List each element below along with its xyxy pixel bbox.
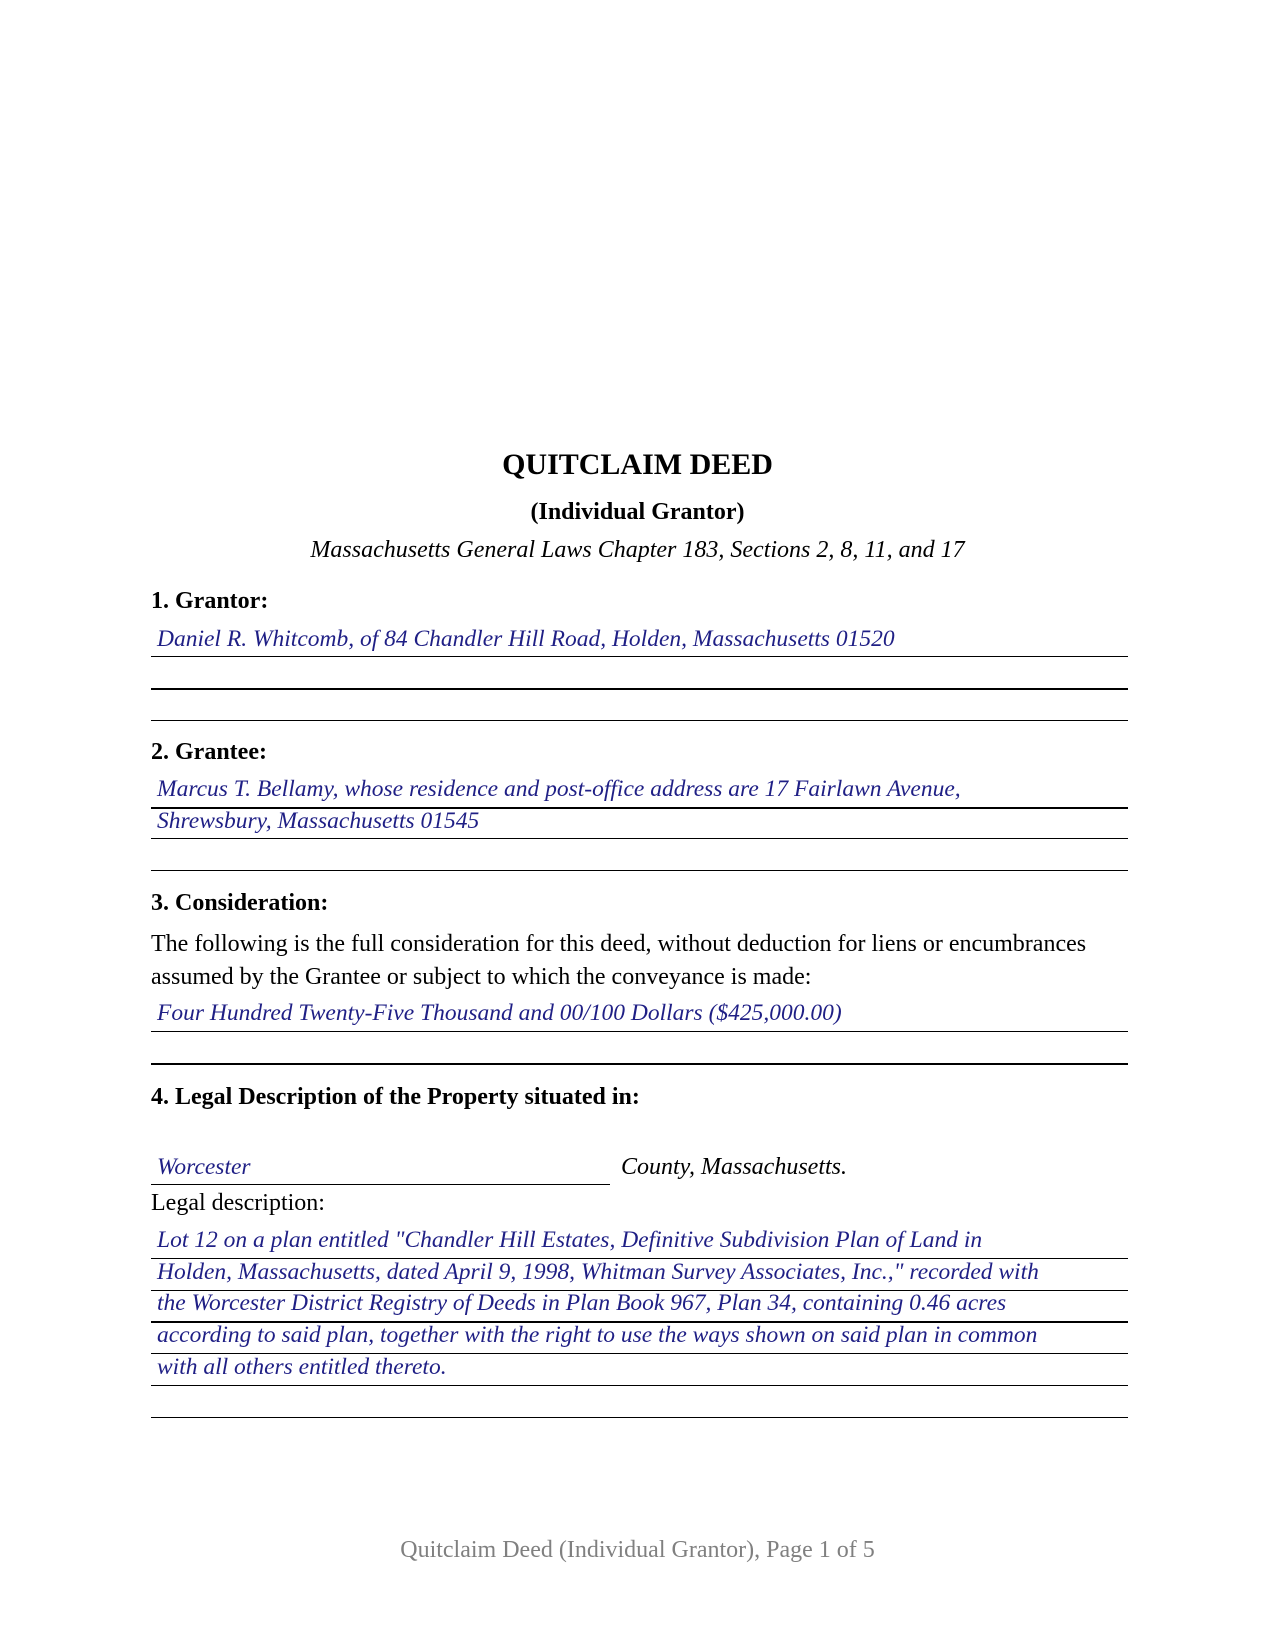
document-title: QUITCLAIM DEED: [502, 448, 773, 481]
legal-line-2: Holden, Massachusetts, dated April 9, 1998, Whitman Survey Associates, Inc.," recorded with: [157, 1259, 1039, 1285]
grantee-value-line-2: Shrewsbury, Massachusetts 01545: [157, 808, 480, 834]
grantor-line-1: [151, 656, 1128, 657]
grantor-value: Daniel R. Whitcomb, of 84 Chandler Hill Road, Holden, Massachusetts 01520: [157, 626, 895, 652]
grantee-line-3: [151, 870, 1128, 871]
county-suffix: County, Massachusetts.: [621, 1154, 847, 1180]
consideration-text: The following is the full consideration for this deed, without deduction for liens or encumbrances assumed by the Grantee or subject to which the conveyance is made:: [151, 931, 1087, 990]
legal-line-5: with all others entitled thereto.: [157, 1354, 447, 1380]
statute-reference: Massachusetts General Laws Chapter 183, Sections 2, 8, 11, and 17: [310, 537, 965, 563]
grantor-line-3: [151, 720, 1128, 721]
grantor-heading: 1. Grantor:: [151, 588, 269, 614]
legal-line-4: according to said plan, together with the right to use the ways shown on said plan in common: [157, 1322, 1038, 1348]
consideration-heading: 3. Consideration:: [151, 890, 329, 916]
county-line: [151, 1184, 610, 1185]
property-heading: 4. Legal Description of the Property situated in:: [151, 1084, 640, 1110]
legal-line-1: Lot 12 on a plan entitled "Chandler Hill Estates, Definitive Subdivision Plan of Land in: [157, 1227, 983, 1253]
document-subtitle: (Individual Grantor): [530, 499, 745, 525]
grantor-line-2: [151, 688, 1128, 690]
grantee-value-line-1: Marcus T. Bellamy, whose residence and post-office address are 17 Fairlawn Avenue,: [157, 776, 961, 802]
grantee-heading: 2. Grantee:: [151, 739, 267, 765]
consideration-line-2: [151, 1063, 1128, 1065]
legal-rule-6: [151, 1417, 1128, 1418]
legal-description-label: Legal description:: [151, 1190, 325, 1216]
county-value: Worcester: [157, 1154, 251, 1180]
consideration-line-1: [151, 1031, 1128, 1032]
grantee-line-2: [151, 838, 1128, 839]
legal-line-3: the Worcester District Registry of Deeds in Plan Book 967, Plan 34, containing 0.46 acres: [157, 1290, 1007, 1316]
legal-rule-5: [151, 1385, 1128, 1386]
page-footer: Quitclaim Deed (Individual Grantor), Page 1 of 5: [400, 1537, 875, 1563]
consideration-value: Four Hundred Twenty-Five Thousand and 00/100 Dollars ($425,000.00): [157, 1000, 842, 1026]
